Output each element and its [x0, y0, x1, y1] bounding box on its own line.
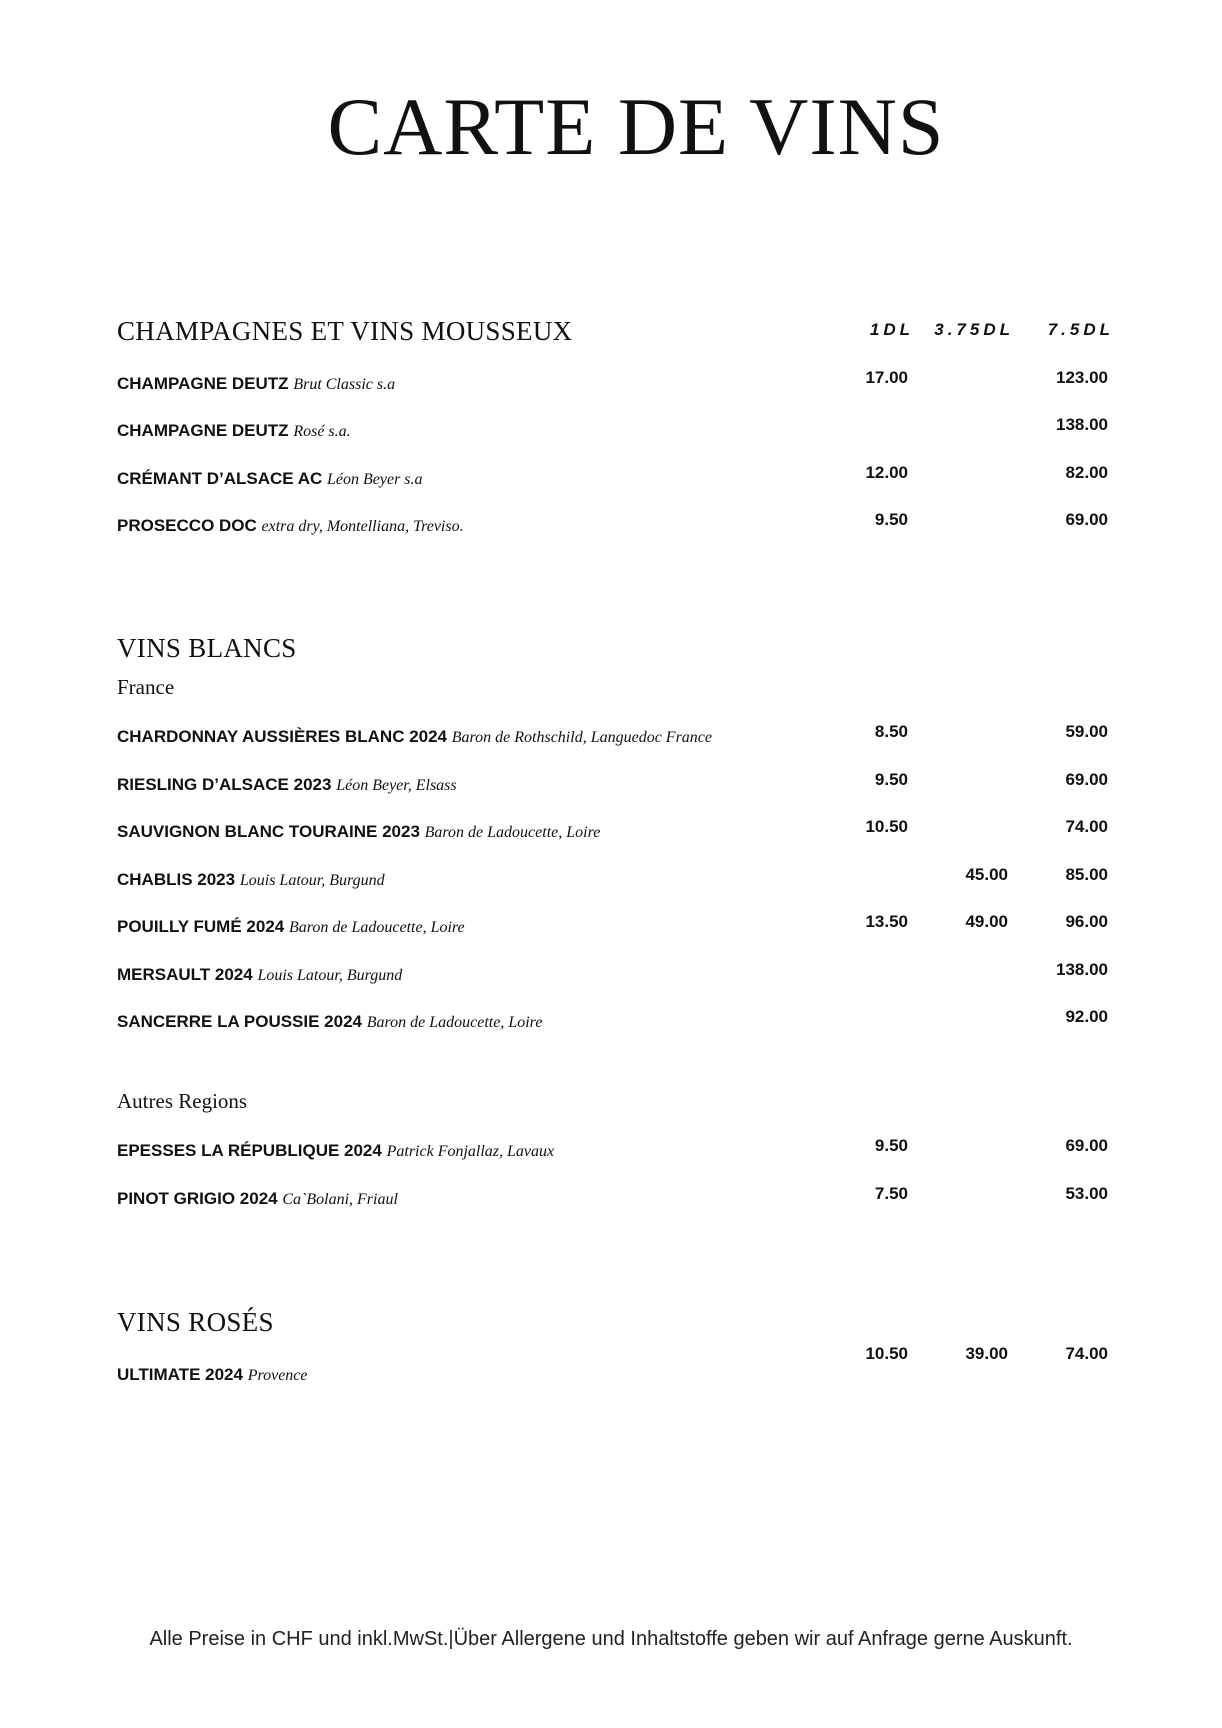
price-375dl: 45.00 — [965, 865, 1008, 884]
wine-detail: Rosé s.a. — [293, 423, 351, 440]
wine-detail: Brut Classic s.a — [293, 376, 396, 393]
wine-name: EPESSES LA RÉPUBLIQUE 2024 — [117, 1141, 382, 1160]
price-1dl: 9.50 — [874, 1136, 908, 1155]
wine-name: CRÉMANT D’ALSACE AC — [117, 469, 323, 488]
price-1dl: 17.00 — [865, 368, 908, 387]
wine-name: PROSECCO DOC — [117, 516, 257, 535]
price-75dl: 82.00 — [1065, 463, 1108, 482]
price-75dl: 74.00 — [1065, 1344, 1108, 1363]
wine-name: MERSAULT 2024 — [117, 965, 253, 984]
price-1dl: 9.50 — [874, 510, 908, 529]
wine-name: PINOT GRIGIO 2024 — [117, 1189, 278, 1208]
price-75dl: 92.00 — [1065, 1007, 1108, 1026]
price-1dl: 12.00 — [865, 463, 908, 482]
wine-detail: Baron de Ladoucette, Loire — [288, 919, 465, 936]
page-title: CARTE DE VINS — [327, 81, 945, 172]
wine-detail: Léon Beyer s.a — [327, 471, 423, 488]
price-375dl: 49.00 — [965, 912, 1008, 931]
wine-name: SANCERRE LA POUSSIE 2024 — [117, 1012, 362, 1031]
price-75dl: 69.00 — [1065, 1136, 1108, 1155]
wine-name: CHABLIS 2023 — [117, 870, 236, 889]
wine-name: CHAMPAGNE DEUTZ — [117, 374, 289, 393]
price-1dl: 13.50 — [865, 912, 908, 931]
wine-detail: Léon Beyer, Elsass — [336, 777, 457, 794]
column-header-1dl: 1DL — [869, 320, 914, 339]
price-75dl: 138.00 — [1056, 960, 1108, 979]
wine-name: ULTIMATE 2024 — [117, 1365, 243, 1384]
price-75dl: 69.00 — [1065, 510, 1108, 529]
subsection-title-other-regions: Autres Regions — [117, 1089, 248, 1113]
column-header-75dl: 7.5DL — [1047, 320, 1114, 339]
price-1dl: 9.50 — [874, 770, 908, 789]
wine-detail: Provence — [247, 1367, 308, 1384]
wine-detail: Louis Latour, Burgund — [257, 967, 403, 984]
wine-name: POUILLY FUMÉ 2024 — [117, 917, 285, 936]
wine-detail: extra dry, Montelliana, Treviso. — [261, 518, 464, 535]
price-1dl: 8.50 — [874, 722, 908, 741]
price-75dl: 53.00 — [1065, 1184, 1108, 1203]
wine-name: CHARDONNAY AUSSIÈRES BLANC 2024 — [117, 727, 448, 746]
wine-name: RIESLING D’ALSACE 2023 — [117, 775, 332, 794]
column-header-375dl: 3.75DL — [934, 320, 1014, 339]
price-1dl: 10.50 — [865, 817, 908, 836]
wine-detail: Baron de Rothschild, Languedoc France — [451, 729, 712, 746]
price-75dl: 59.00 — [1065, 722, 1108, 741]
wine-detail: Baron de Ladoucette, Loire — [424, 824, 601, 841]
price-1dl: 10.50 — [865, 1344, 908, 1363]
price-75dl: 138.00 — [1056, 415, 1108, 434]
footer-note: Alle Preise in CHF und inkl.MwSt.|Über Allergene und Inhaltstoffe geben wir auf Anfrage gerne Auskunft. — [149, 1628, 1073, 1650]
subsection-title-france: France — [117, 675, 175, 699]
price-75dl: 74.00 — [1065, 817, 1108, 836]
wine-detail: Ca`Bolani, Friaul — [282, 1191, 398, 1208]
section-title-white: VINS BLANCS — [117, 633, 297, 663]
section-title-sparkling: CHAMPAGNES ET VINS MOUSSEUX — [117, 316, 573, 346]
price-75dl: 96.00 — [1065, 912, 1108, 931]
price-75dl: 85.00 — [1065, 865, 1108, 884]
price-75dl: 69.00 — [1065, 770, 1108, 789]
wine-name: SAUVIGNON BLANC TOURAINE 2023 — [117, 822, 420, 841]
wine-name: CHAMPAGNE DEUTZ — [117, 421, 289, 440]
wine-detail: Patrick Fonjallaz, Lavaux — [386, 1143, 555, 1160]
wine-detail: Baron de Ladoucette, Loire — [366, 1014, 543, 1031]
wine-detail: Louis Latour, Burgund — [239, 872, 385, 889]
section-title-rose: VINS ROSÉS — [117, 1307, 274, 1337]
price-75dl: 123.00 — [1056, 368, 1108, 387]
price-375dl: 39.00 — [965, 1344, 1008, 1363]
price-1dl: 7.50 — [874, 1184, 908, 1203]
